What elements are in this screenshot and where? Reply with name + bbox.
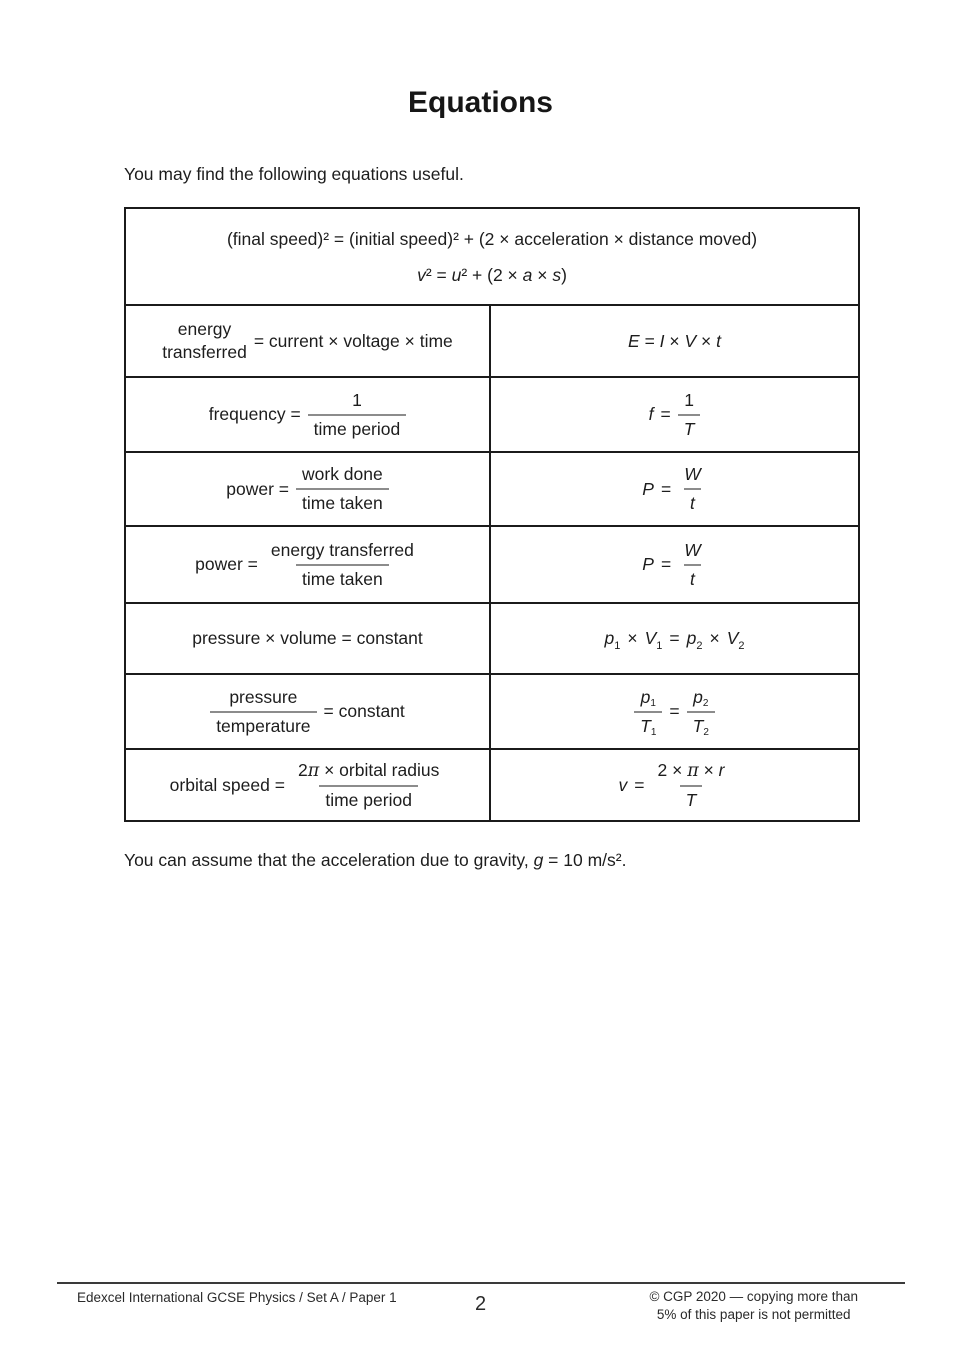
table-row-power-work bbox=[125, 452, 859, 526]
gravity-note: You can assume that the acceleration due to gravity, g = 10 m/s². bbox=[124, 850, 627, 870]
equation-words: pressure × volume = constant bbox=[192, 628, 423, 648]
fraction bbox=[296, 464, 389, 514]
equation-symbols: E = I × V × t bbox=[628, 330, 721, 351]
denominator: T bbox=[680, 785, 703, 811]
denominator: time period bbox=[319, 785, 418, 811]
equations-table bbox=[124, 207, 860, 822]
fraction bbox=[678, 464, 707, 514]
numerator: pressure bbox=[229, 686, 298, 707]
fraction bbox=[265, 540, 420, 590]
numerator: 2π × orbital radius bbox=[297, 759, 440, 781]
intro-text: You may find the following equations useful. bbox=[124, 164, 464, 184]
words-cell bbox=[125, 452, 490, 526]
numerator: 1 bbox=[684, 389, 694, 410]
symbol-cell bbox=[490, 526, 859, 603]
footer-paper-title: Edexcel International GCSE Physics / Set A / Paper 1 bbox=[77, 1290, 397, 1305]
symbol-cell bbox=[490, 305, 859, 377]
fraction bbox=[687, 687, 715, 737]
equation-words: orbital speed = $\frac{\text{2π × orbital radius}}{\text{time period}}$ bbox=[134, 760, 481, 811]
denominator: time period bbox=[308, 414, 407, 440]
equation-words: power = $\frac{\text{work done}}{\text{time taken}}$ bbox=[134, 464, 481, 514]
equation-words: (final speed)² = (initial speed)² + (2 × acceleration × distance moved) bbox=[226, 229, 758, 249]
fraction bbox=[678, 390, 701, 440]
symbol-cell bbox=[490, 603, 859, 674]
symbol-cell bbox=[490, 749, 859, 821]
table-row-pressure-law bbox=[125, 674, 859, 749]
numerator: 1 bbox=[352, 389, 362, 410]
g-symbol: g bbox=[533, 850, 544, 870]
numerator: W bbox=[684, 464, 701, 484]
pi-symbol: π bbox=[687, 760, 699, 781]
numerator: work done bbox=[302, 464, 383, 484]
symbol-cell bbox=[490, 452, 859, 526]
page-number: 2 bbox=[474, 1293, 487, 1315]
numerator: $p_1$ bbox=[640, 686, 656, 709]
footer-copyright: © CGP 2020 — copying more than 5% of this paper is not permitted bbox=[649, 1289, 858, 1322]
denominator: time taken bbox=[296, 564, 389, 590]
numerator: $p_2$ bbox=[693, 686, 709, 709]
equation-words: power = $\frac{\text{energy transferred}}{\text{time taken}}$ bbox=[134, 540, 481, 590]
words-cell bbox=[125, 377, 490, 452]
denominator: temperature bbox=[210, 711, 316, 737]
page-title: Equations bbox=[407, 86, 553, 119]
denominator: t bbox=[684, 564, 701, 590]
numerator: 2 × π × r bbox=[657, 759, 725, 781]
merged-equation-cell bbox=[125, 208, 859, 305]
equation-symbols: $\frac{p_1}{T_1}$ = $\frac{p_2}{T_2}$ bbox=[499, 687, 850, 737]
equation-words: frequency = $\frac{1}{\text{time period}}$ bbox=[134, 390, 481, 440]
table-row-boyle bbox=[125, 603, 859, 674]
table-row-frequency bbox=[125, 377, 859, 452]
denominator: time taken bbox=[296, 488, 389, 514]
table-row-orbital-speed bbox=[125, 749, 859, 821]
denominator: $T_1$ bbox=[634, 711, 662, 737]
equation-symbols: P = $\frac{W}{t}$ bbox=[499, 464, 850, 514]
equation-symbols: v = $\frac{2 \times \pi \times r}{T}$ bbox=[499, 760, 850, 811]
equation-words: energy transferred = current × voltage × time bbox=[162, 319, 453, 362]
words-cell bbox=[125, 305, 490, 377]
fraction bbox=[634, 687, 662, 737]
words-cell bbox=[125, 674, 490, 749]
denominator: T bbox=[678, 414, 701, 440]
fraction bbox=[210, 687, 316, 737]
pi-symbol: π bbox=[307, 760, 320, 781]
table-row-energy-transferred bbox=[125, 305, 859, 377]
equation-symbols: v² = u² + (2 × a × s) bbox=[417, 265, 567, 285]
fraction bbox=[292, 760, 445, 811]
fraction bbox=[678, 540, 707, 590]
words-cell bbox=[125, 749, 490, 821]
equation-symbols: $p_1 \times V_1 = p_2 \times V_2$ bbox=[604, 628, 745, 652]
words-cell bbox=[125, 603, 490, 674]
symbol-cell bbox=[490, 674, 859, 749]
equation-symbols: P = $\frac{W}{t}$ bbox=[499, 540, 850, 590]
footer-rule bbox=[57, 1282, 905, 1284]
numerator: energy transferred bbox=[270, 539, 414, 560]
fraction bbox=[308, 390, 407, 440]
denominator: t bbox=[684, 488, 701, 514]
denominator: $T_2$ bbox=[687, 711, 715, 737]
symbol-cell bbox=[490, 377, 859, 452]
stacked-term: energy transferred bbox=[162, 319, 247, 362]
equation-symbols: f = $\frac{1}{T}$ bbox=[499, 390, 850, 440]
numerator: W bbox=[684, 539, 701, 560]
equation-words: $\frac{\text{pressure}}{\text{temperature}}$ = constant bbox=[134, 687, 481, 737]
fraction bbox=[652, 760, 731, 811]
table-row-final-speed bbox=[125, 208, 859, 305]
words-cell bbox=[125, 526, 490, 603]
table-row-power-energy bbox=[125, 526, 859, 603]
